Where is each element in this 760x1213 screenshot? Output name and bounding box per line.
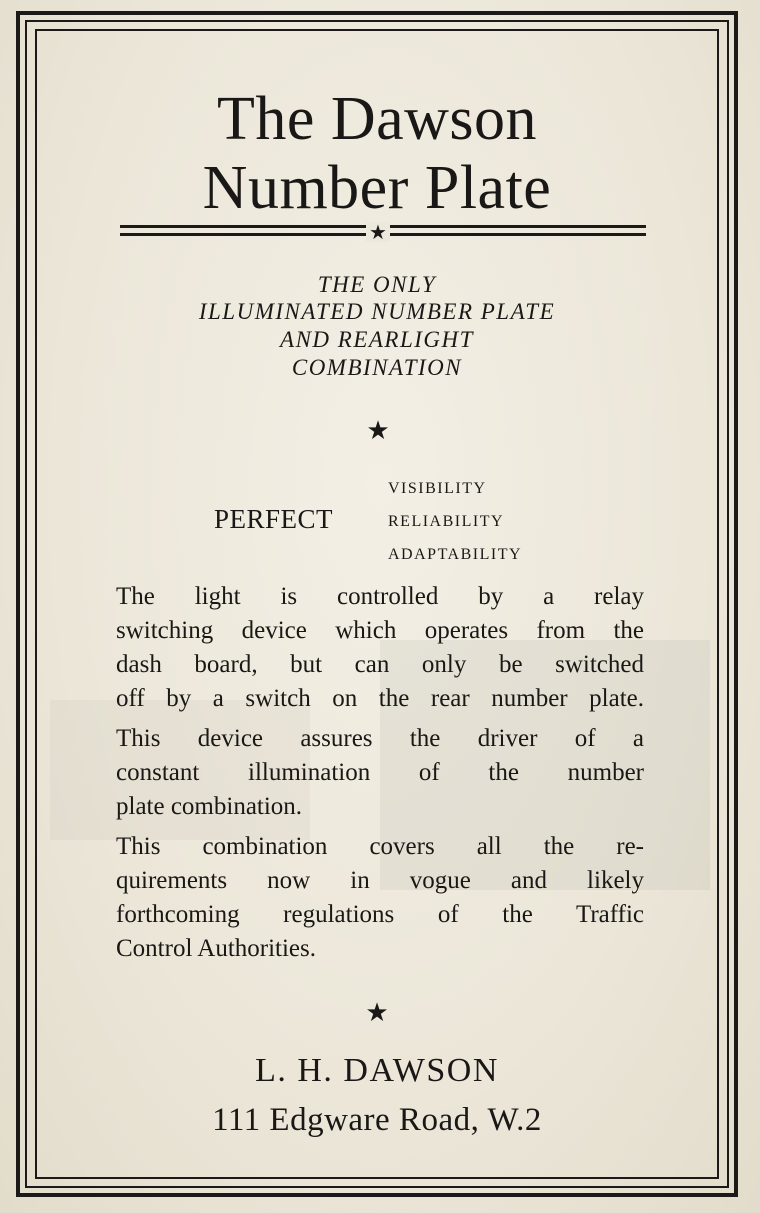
quality-reliability: RELIABILITY [388,513,505,530]
footer-star-icon: ★ [365,998,389,1028]
paragraph-3-line-3: forthcoming regulations of the Traffic [116,901,644,928]
section-star-icon: ★ [366,416,390,446]
paragraph-2-line-1: This device assures the driver of a [116,725,644,752]
paragraph-1-line-1: The light is controlled by a relay [116,583,644,610]
paragraph-2-line-3: plate combination. [116,793,303,820]
paragraph-2-line-2: constant illumination of the number [116,759,644,786]
tagline-line-4: COMBINATION [291,355,463,380]
paragraph-3-line-2: quirements now in vogue and likely [116,867,644,894]
paragraph-2 [116,722,644,824]
paragraph-3-line-4: Control Authorities. [116,935,316,962]
tagline-line-1: THE ONLY [317,272,437,297]
paragraph-1 [116,580,644,716]
title-line-2: Number Plate [202,154,552,222]
perfect-label: PERFECT [214,504,334,534]
paragraph-1-line-2: switching device which operates from the [116,617,644,644]
tagline-line-3: AND REARLIGHT [280,327,474,352]
paragraph-1-line-3: dash board, but can only be switched [116,651,644,678]
quality-adaptability: ADAPTABILITY [388,546,523,563]
paragraph-3-line-1: This combination covers all the re- [116,833,644,860]
quality-visibility: VISIBILITY [388,480,487,497]
title-star-icon: ★ [366,222,390,242]
company-address: 111 Edgware Road, W.2 [212,1102,542,1138]
tagline-line-2: ILLUMINATED NUMBER PLATE [198,299,556,324]
company-name: L. H. DAWSON [255,1052,499,1089]
paragraph-3 [116,830,644,966]
paragraph-1-line-4: off by a switch on the rear number plate. [116,685,644,712]
title-line-1: The Dawson [216,85,538,153]
